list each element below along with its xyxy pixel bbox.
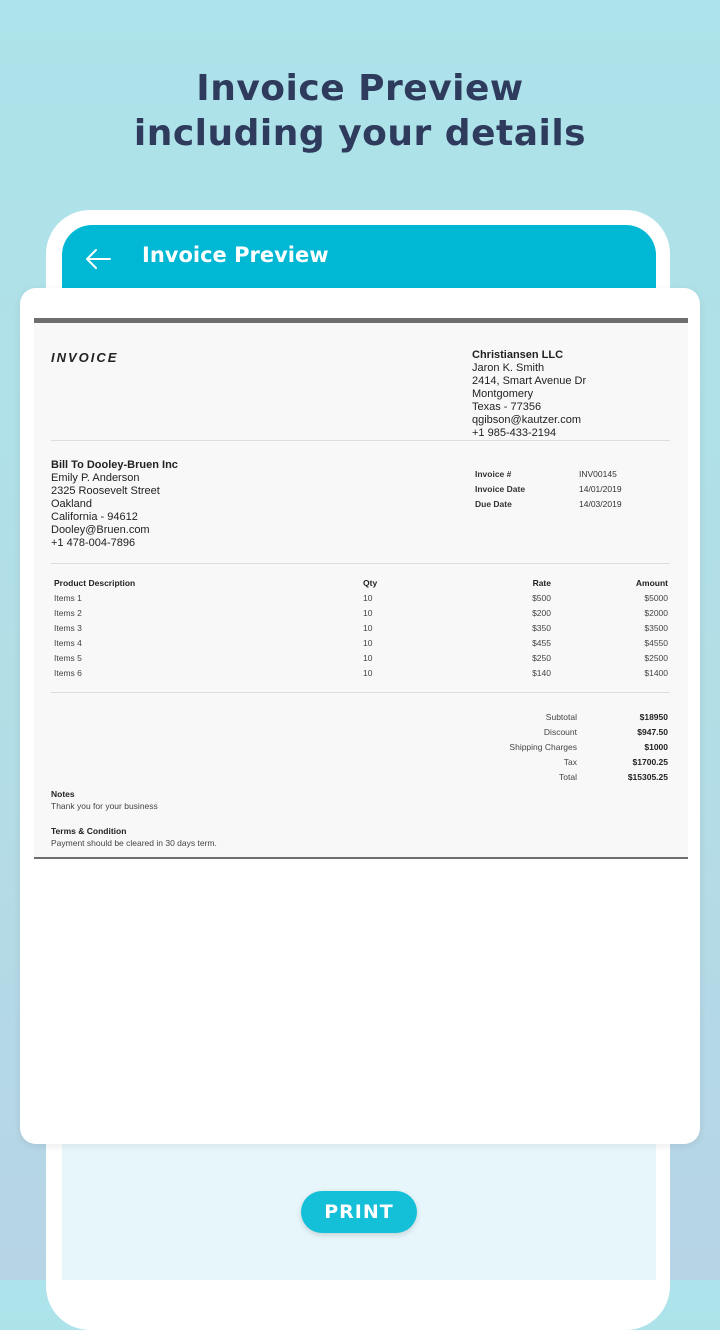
items-header-row: [51, 578, 670, 593]
table-row: [51, 668, 670, 683]
total-label: Total: [559, 772, 577, 782]
item-amount: $5000: [644, 593, 668, 603]
bill-to-street: 2325 Roosevelt Street: [51, 485, 160, 497]
item-amount: $4550: [644, 638, 668, 648]
item-description: Items 5: [54, 653, 82, 663]
bill-to-state-zip: California - 94612: [51, 511, 138, 523]
item-qty: 10: [363, 668, 373, 678]
invoice-meta: [475, 469, 645, 514]
meta-label: Invoice #: [475, 469, 512, 479]
total-row: [454, 772, 670, 787]
from-contact: Jaron K. Smith: [472, 362, 545, 374]
notes-block: [51, 788, 217, 849]
total-value: $18950: [639, 712, 668, 722]
item-qty: 10: [363, 653, 373, 663]
item-rate: $350: [532, 623, 551, 633]
bill-to-email: Dooley@Bruen.com: [51, 524, 150, 536]
item-rate: $200: [532, 608, 551, 618]
item-description: Items 2: [54, 608, 82, 618]
table-row: [51, 593, 670, 608]
bill-to-heading: Bill To Dooley-Bruen Inc: [51, 459, 178, 471]
total-row: [454, 712, 670, 727]
item-amount: $1400: [644, 668, 668, 678]
meta-value: 14/01/2019: [579, 484, 622, 494]
col-header-amount: Amount: [635, 578, 668, 588]
terms-text: Payment should be cleared in 30 days term.: [51, 838, 217, 848]
bill-to-phone: +1 478-004-7896: [51, 537, 136, 549]
total-label: Discount: [543, 727, 577, 737]
app-bar-title: Invoice Preview: [142, 243, 329, 267]
total-label: Tax: [563, 757, 577, 767]
from-company: Christiansen LLC: [472, 349, 564, 361]
from-email: qgibson@kautzer.com: [472, 414, 582, 426]
total-row: [454, 757, 670, 772]
items-table: [51, 578, 670, 683]
arrow-left-icon[interactable]: [84, 245, 112, 273]
total-row: [454, 742, 670, 757]
bill-to-city: Oakland: [51, 498, 92, 510]
bill-to-address: [51, 459, 178, 550]
meta-label: Due Date: [475, 499, 512, 509]
total-value: $15305.25: [627, 772, 668, 782]
promo-line-1: Invoice Preview: [196, 68, 524, 109]
meta-row: [475, 499, 645, 514]
item-amount: $2500: [644, 653, 668, 663]
app-bar: [62, 225, 656, 295]
bill-to-contact: Emily P. Anderson: [51, 472, 140, 484]
item-amount: $2000: [644, 608, 668, 618]
item-rate: $500: [532, 593, 551, 603]
item-description: Items 4: [54, 638, 82, 648]
from-address: [472, 349, 586, 440]
invoice-title: INVOICE: [51, 350, 119, 365]
col-header-description: Product Description: [54, 578, 136, 588]
invoice-document: [34, 318, 688, 859]
item-qty: 10: [363, 638, 373, 648]
promo-line-2: including your details: [133, 113, 587, 154]
item-description: Items 1: [54, 593, 82, 603]
print-button[interactable]: PRINT: [301, 1191, 417, 1233]
total-value: $1700.25: [632, 757, 668, 767]
meta-row: [475, 484, 645, 499]
item-rate: $455: [532, 638, 551, 648]
col-header-rate: Rate: [532, 578, 551, 588]
table-row: [51, 653, 670, 668]
divider: [51, 692, 670, 693]
notes-heading: Notes: [51, 789, 75, 799]
total-label: Shipping Charges: [509, 742, 577, 752]
total-label: Subtotal: [545, 712, 577, 722]
total-value: $947.50: [637, 727, 668, 737]
total-row: [454, 727, 670, 742]
notes-text: Thank you for your business: [51, 801, 158, 811]
meta-row: [475, 469, 645, 484]
table-row: [51, 638, 670, 653]
totals-block: [454, 712, 670, 787]
total-value: $1000: [644, 742, 668, 752]
item-qty: 10: [363, 593, 373, 603]
item-description: Items 6: [54, 668, 82, 678]
meta-label: Invoice Date: [475, 484, 526, 494]
from-phone: +1 985-433-2194: [472, 427, 557, 439]
item-qty: 10: [363, 623, 373, 633]
from-city: Montgomery: [472, 388, 534, 400]
table-row: [51, 608, 670, 623]
promo-headline: [0, 66, 720, 156]
from-street: 2414, Smart Avenue Dr: [472, 375, 587, 387]
divider: [51, 563, 670, 564]
meta-value: INV00145: [579, 469, 617, 479]
item-qty: 10: [363, 608, 373, 618]
item-amount: $3500: [644, 623, 668, 633]
item-rate: $250: [532, 653, 551, 663]
meta-value: 14/03/2019: [579, 499, 622, 509]
item-description: Items 3: [54, 623, 82, 633]
item-rate: $140: [532, 668, 551, 678]
col-header-qty: Qty: [363, 578, 378, 588]
divider: [51, 440, 670, 441]
invoice-preview-card: [20, 288, 700, 1144]
from-state-zip: Texas - 77356: [472, 401, 542, 413]
table-row: [51, 623, 670, 638]
terms-heading: Terms & Condition: [51, 826, 127, 836]
